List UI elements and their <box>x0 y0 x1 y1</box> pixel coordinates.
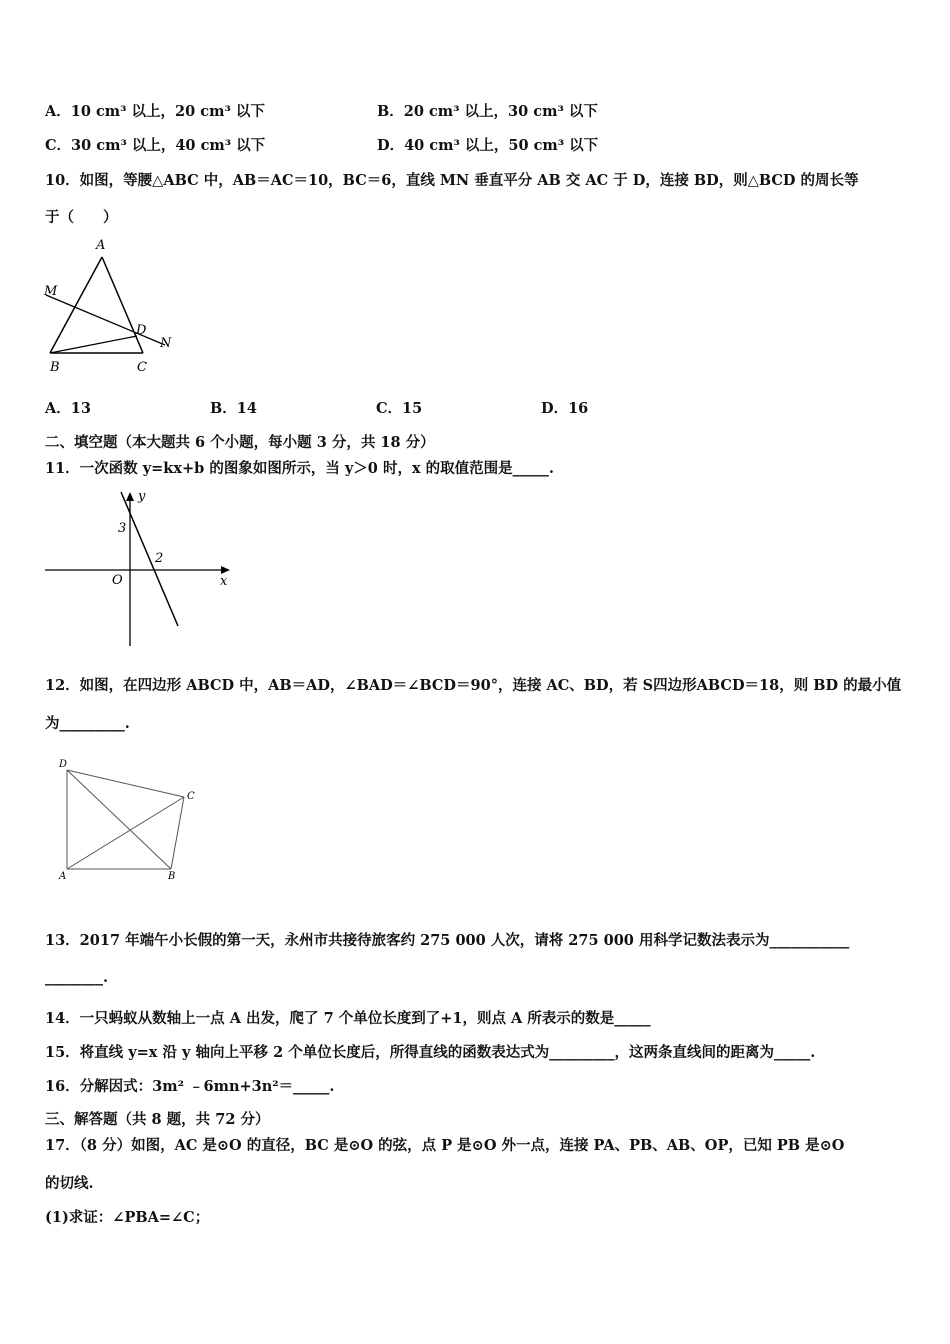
q17-stem-line1: 17．（8 分）如图，AC 是⊙O 的直径，BC 是⊙O 的弦，点 P 是⊙O 外一点，连接 PA、PB、AB、OP，已知 PB 是⊙O <box>45 1137 845 1154</box>
q17-stem-line2: 的切线. <box>45 1175 94 1192</box>
q10-label-d: D <box>136 323 147 338</box>
q10-option-d: D．16 <box>541 400 589 417</box>
q11-stem: 11．一次函数 y=kx+b 的图象如图所示，当 y＞0 时，x 的取值范围是_____. <box>45 460 554 477</box>
q11-label-x: x <box>220 574 228 589</box>
q10-label-b: B <box>50 360 60 375</box>
q13-stem-line1: 13．2017 年端午小长假的第一天，永州市共接待旅客约 275 000 人次，请将 275 000 用科学记数法表示为___________ <box>45 932 850 949</box>
q10-label-n: N <box>160 336 172 351</box>
q12-label-a: A <box>59 871 67 882</box>
q9-option-b: B．20 cm³ 以上，30 cm³ 以下 <box>377 103 598 120</box>
q12-quadrilateral-figure <box>50 755 210 885</box>
q10-option-c: C．15 <box>376 400 423 417</box>
q11-label-y: y <box>138 489 146 504</box>
q10-label-a: A <box>96 238 106 253</box>
q11-label-3: 3 <box>118 521 127 536</box>
q10-stem-line1: 10．如图，等腰△ABC 中，AB＝AC＝10，BC＝6，直线 MN 垂直平分 AB 交 AC 于 D，连接 BD，则△BCD 的周长等 <box>45 172 859 189</box>
q12-stem-line1: 12．如图，在四边形 ABCD 中，AB＝AD，∠BAD＝∠BCD＝90°，连接 AC、BD，若 S四边形ABCD＝18，则 BD 的最小值 <box>45 677 902 694</box>
q13-stem-line2: ________. <box>45 969 109 986</box>
q9-option-a: A．10 cm³ 以上，20 cm³ 以下 <box>45 103 265 120</box>
section-3-heading: 三、解答题（共 8 题，共 72 分） <box>45 1111 270 1128</box>
q11-label-2: 2 <box>155 551 164 566</box>
q11-graph-figure <box>40 488 235 648</box>
q10-option-b: B．14 <box>210 400 257 417</box>
q16-stem: 16．分解因式：3m² ﹣6mn+3n²＝_____. <box>45 1078 335 1095</box>
q17-part1: (1)求证：∠PBA=∠C； <box>45 1209 210 1226</box>
q9-option-d: D．40 cm³ 以上，50 cm³ 以下 <box>377 137 599 154</box>
q12-label-d: D <box>59 759 68 770</box>
q12-label-b: B <box>168 871 176 882</box>
q10-label-m: M <box>44 284 58 299</box>
q12-stem-line2: 为_________. <box>45 715 130 732</box>
q12-label-c: C <box>187 791 195 802</box>
q10-triangle-figure <box>40 235 185 375</box>
q14-stem: 14．一只蚂蚁从数轴上一点 A 出发，爬了 7 个单位长度到了+1，则点 A 所表示的数是_____ <box>45 1010 651 1027</box>
q10-stem-line2: 于（ ） <box>45 209 118 226</box>
q15-stem: 15．将直线 y=x 沿 y 轴向上平移 2 个单位长度后，所得直线的函数表达式为_________，这两条直线间的距离为_____. <box>45 1044 816 1061</box>
q11-label-origin: O <box>112 573 123 588</box>
q10-label-c: C <box>137 360 147 375</box>
q9-option-c: C．30 cm³ 以上，40 cm³ 以下 <box>45 137 266 154</box>
q10-option-a: A．13 <box>45 400 91 417</box>
section-2-heading: 二、填空题（本大题共 6 个小题，每小题 3 分，共 18 分） <box>45 434 435 451</box>
